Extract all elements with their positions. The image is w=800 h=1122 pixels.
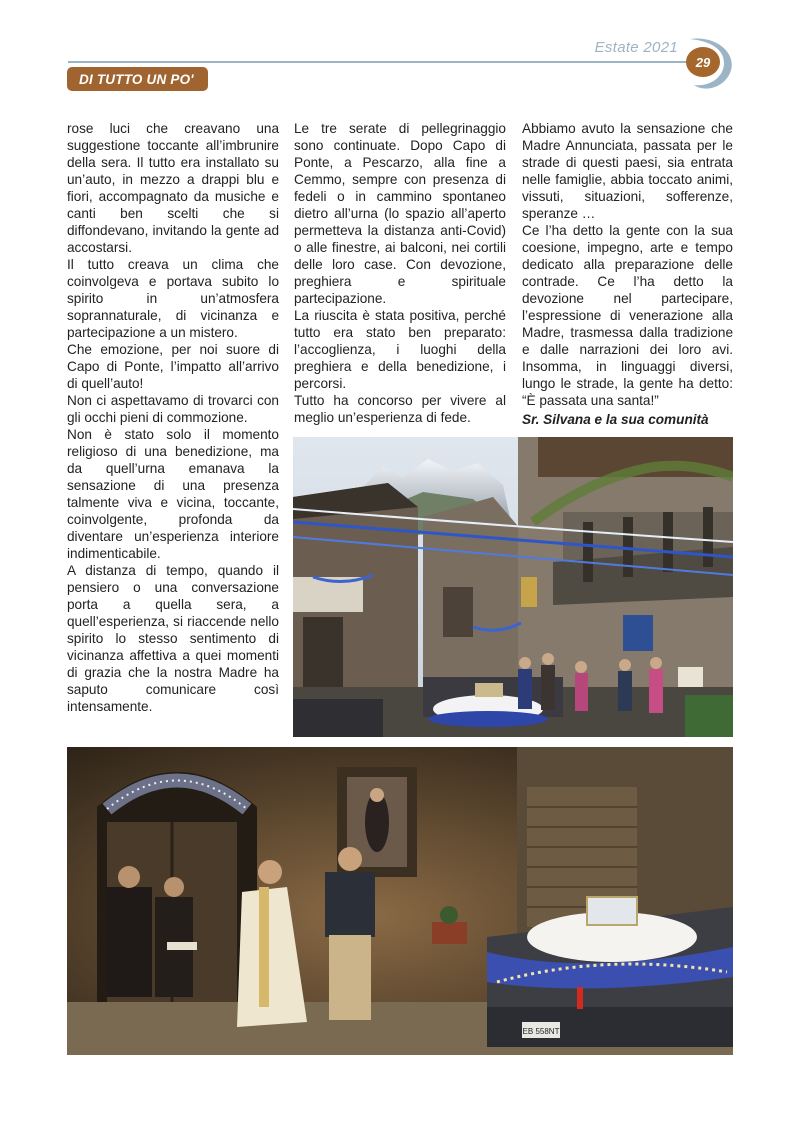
paragraph: Le tre serate di pellegrinaggio sono continuate. Dopo Capo di Ponte, a Pescarzo, alla fine a Cemmo, sempre con presenza di fedeli o in cammino spontaneo dietro all’urna (lo spazio all’aperto permetteva la distanza anti-Covid) o alle finestre, ai balconi, nei cortili delle loro case. Con devozione, preghiera e spirituale partecipazione.	[294, 121, 506, 306]
paragraph: Il tutto creava un clima che coinvolgeva e portava subito lo spirito in un’atmosfera soprannaturale, di vicinanza e partecipazione a un mistero.	[67, 257, 279, 340]
paragraph: Abbiamo avuto la sensazione che Madre Annunciata, passata per le strade di questi paesi, sia entrata nelle famiglie, abbia toccato animi, vissuti, situazioni, sofferenze, speranze …	[522, 121, 733, 221]
article-column-3	[522, 120, 733, 428]
paragraph: Ce l’ha detto la gente con la sua coesione, impegno, arte e tempo dedicato alla preparazione delle contrade. Ce l’ha detto la devozione nel partecipare, l’espressione di venerazione alla Madre, trasmessa dalla tradizione e dalle narrazioni dei loro avi. Insomma, in linguaggi diversi, lungo le strade, la gente ha detto: “È passata una santa!”	[522, 223, 733, 408]
photo-night-blessing	[67, 747, 733, 1055]
article-signature: Sr. Silvana e la sua comunità	[522, 412, 709, 427]
license-plate: EB 558NT	[522, 1027, 560, 1036]
paragraph: La riuscita è stata positiva, perché tutto era stato ben preparato: l’accoglienza, i luoghi della preghiera e della benedizione, i percorsi.	[294, 308, 506, 391]
section-tag: DI TUTTO UN PO'	[67, 67, 208, 91]
photo-village-procession	[293, 437, 733, 737]
paragraph: rose luci che creavano una suggestione toccante all’imbrunire della sera. Il tutto era installato su un’auto, in mezzo a drappi blu e fiori, accompagnato da musiche e canti ben scelti che si diffondevano, invitando la gente ad accostarsi.	[67, 121, 279, 255]
article-column-1	[67, 120, 279, 715]
issue-season: Estate 2021	[594, 39, 678, 56]
paragraph: Non ci aspettavamo di trovarci con gli occhi pieni di commozione.	[67, 393, 279, 425]
header-rule	[68, 61, 698, 63]
article-column-2	[294, 120, 506, 426]
paragraph: Non è stato solo il momento religioso di una benedizione, ma da quell’urna emanava la sensazione di una presenza talmente viva e vicina, toccante, coinvolgente, profonda da diventare un’esperienza interiore indimenticabile.	[67, 427, 279, 561]
paragraph: Che emozione, per noi suore di Capo di Ponte, l’impatto all’arrivo di quell’auto!	[67, 342, 279, 391]
paragraph: A distanza di tempo, quando il pensiero o una conversazione porta a quella sera, a quell’esperienza, si riaccende nello spirito lo stesso sentimento di vicinanza affettiva a quei momenti di grazia che la nostra Madre ha saputo comunicare così intensamente.	[67, 563, 279, 714]
paragraph: Tutto ha concorso per vivere al meglio un’esperienza di fede.	[294, 393, 506, 425]
page-number: 29	[686, 47, 720, 77]
